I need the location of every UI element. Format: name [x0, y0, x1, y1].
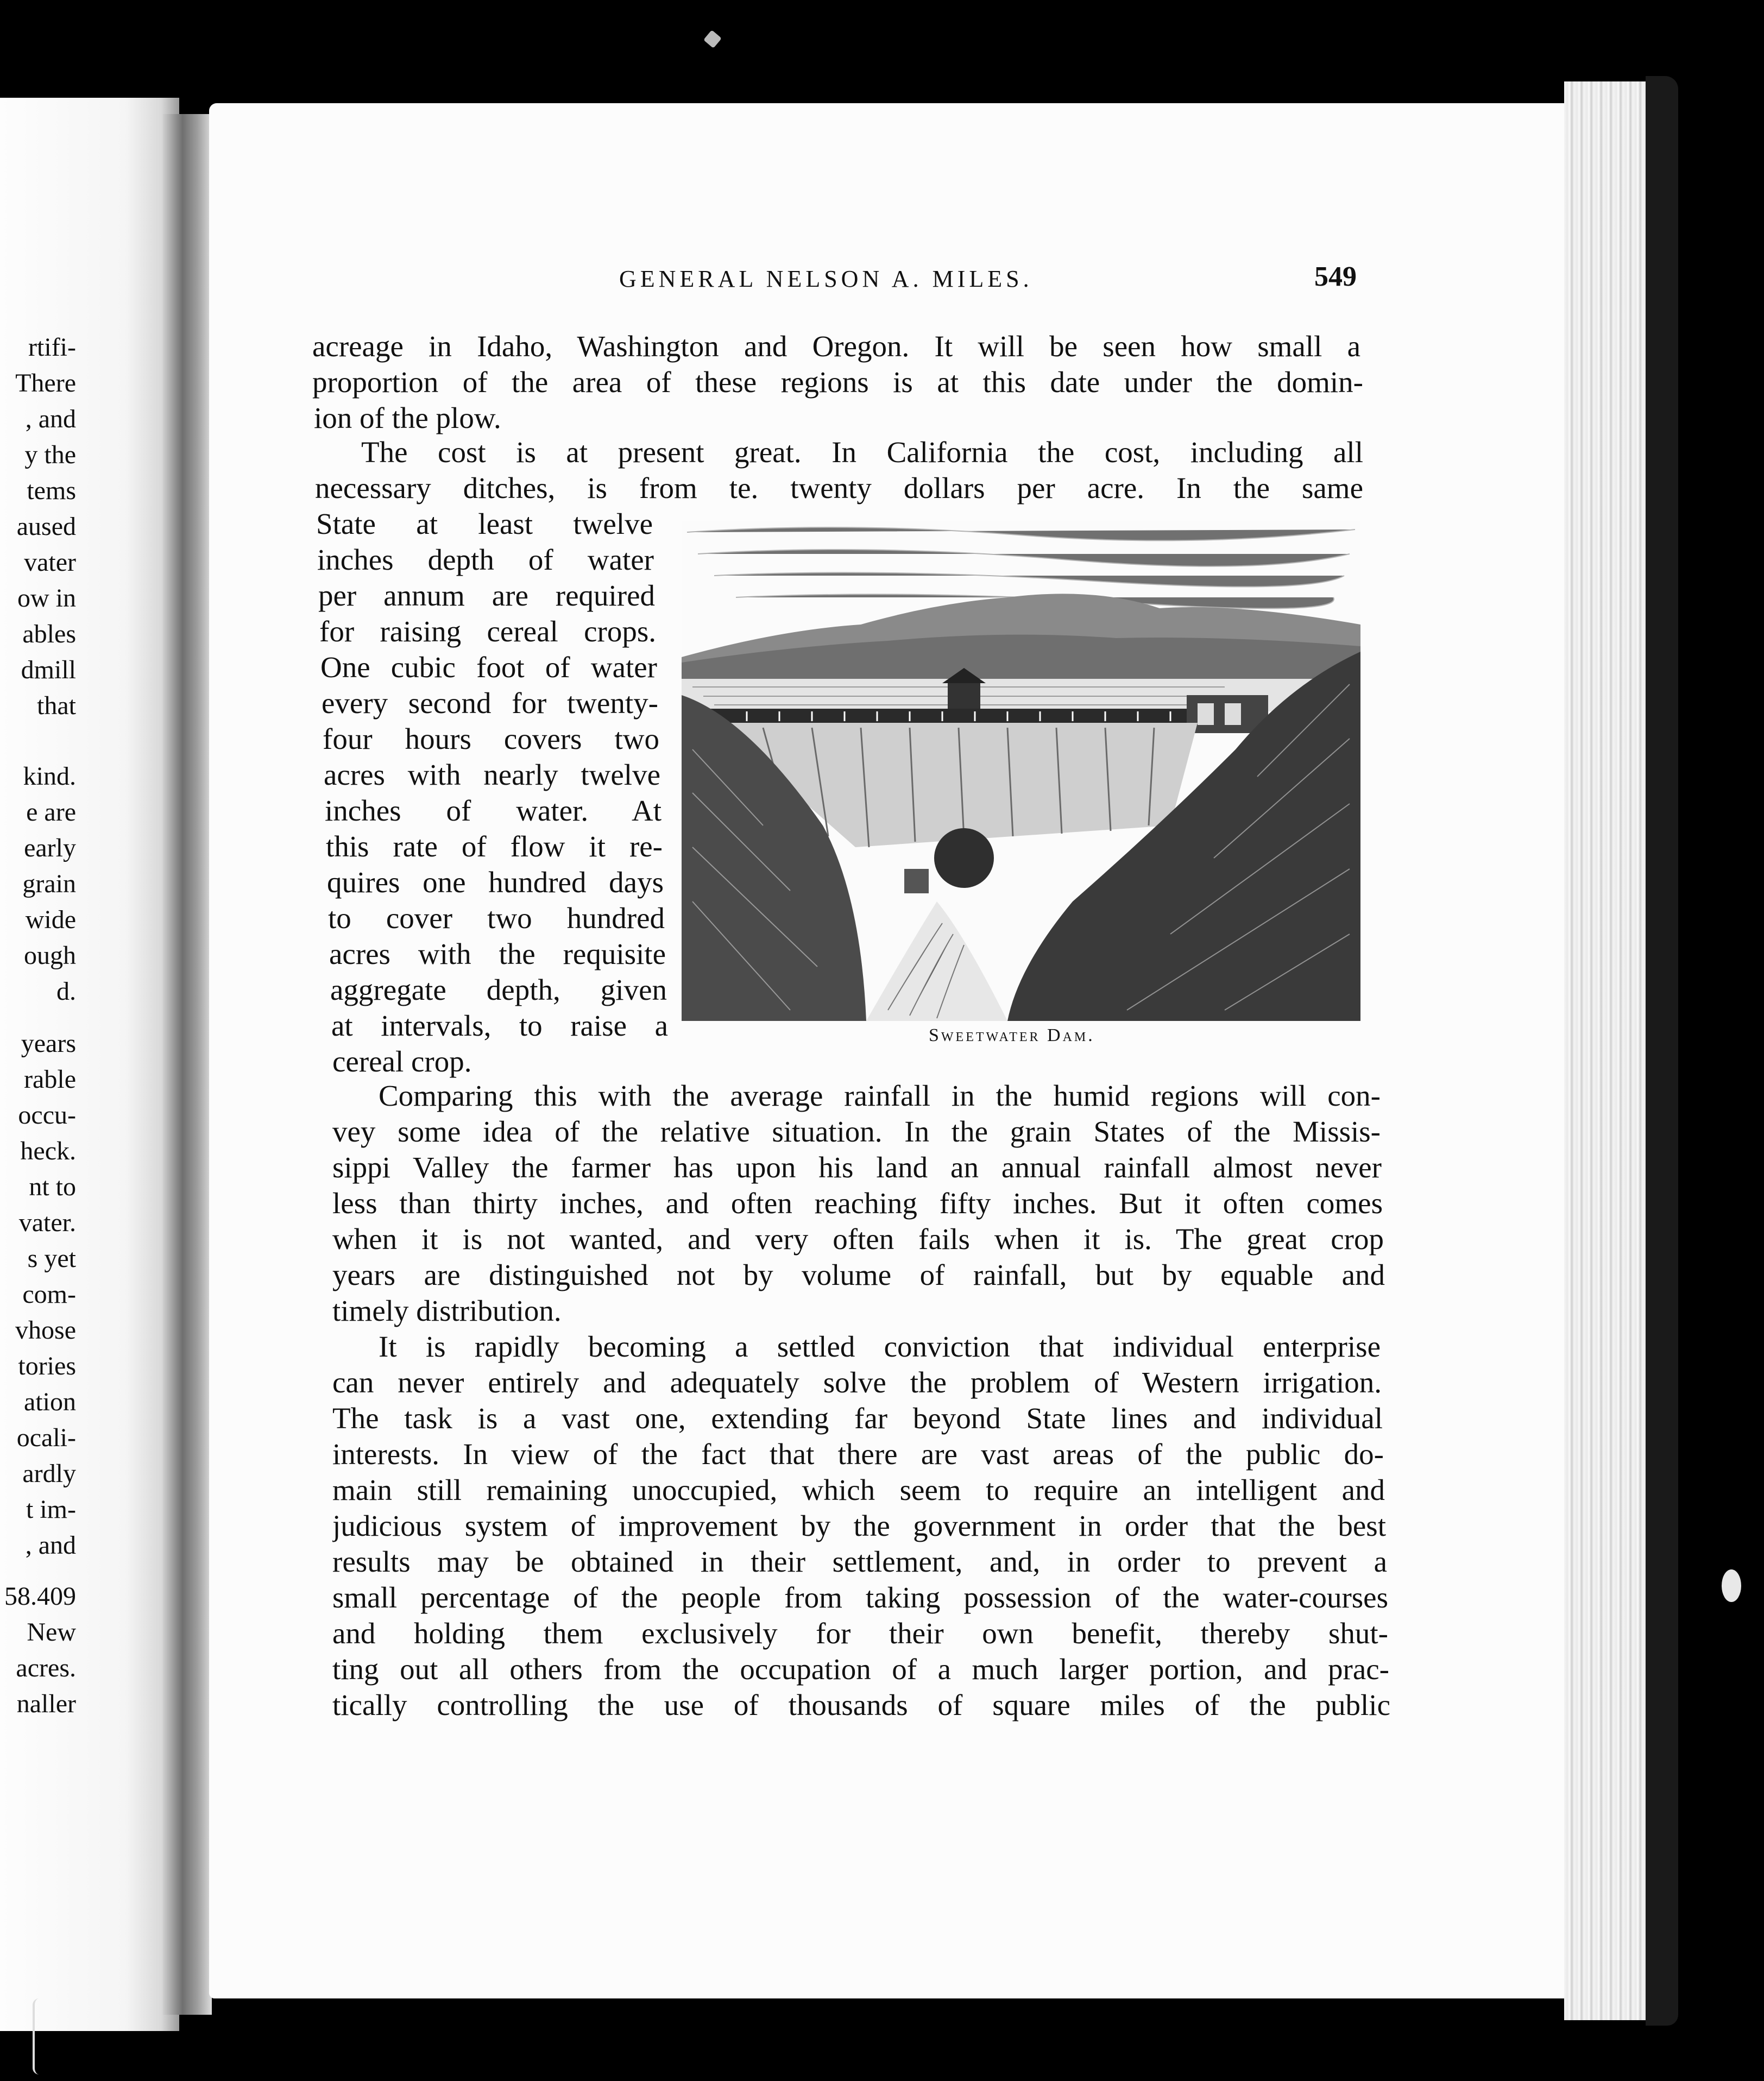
left-page-fragment: ough: [24, 941, 76, 970]
text-line: inches depth of water: [317, 543, 654, 576]
left-page-fragment: t im-: [26, 1495, 76, 1524]
left-page-fragment: ation: [24, 1388, 76, 1416]
text-line: One cubic foot of water: [320, 651, 657, 684]
left-page-fragment: ardly: [22, 1459, 76, 1488]
left-page-fragment: aused: [16, 512, 76, 541]
text-line: vey some idea of the relative situation. In the grain States of the Missis-: [332, 1115, 1381, 1148]
left-page-fragment: naller: [16, 1689, 76, 1718]
left-page-fragment: vhose: [15, 1316, 76, 1345]
left-page-fragment: vater: [24, 548, 76, 577]
book-gutter: [163, 114, 212, 2015]
scan-speck: [703, 30, 722, 48]
book-cover-edge: [1646, 76, 1678, 2026]
text-line: cereal crop.: [332, 1045, 472, 1078]
text-line: small percentage of the people from taking possession of the water-courses: [332, 1581, 1388, 1614]
text-line: ting out all others from the occupation of a much larger portion, and prac-: [332, 1653, 1389, 1686]
left-page-fragment: ables: [22, 620, 76, 648]
text-line: The task is a vast one, extending far beyond State lines and individual: [332, 1402, 1383, 1435]
sweetwater-dam-engraving: [682, 521, 1360, 1021]
text-line: results may be obtained in their settlement, and, in order to prevent a: [332, 1545, 1387, 1578]
text-line: sippi Valley the farmer has upon his land an annual rainfall almost never: [332, 1151, 1382, 1184]
scan-artifact: [1722, 1569, 1741, 1602]
text-line: quires one hundred days: [327, 866, 664, 899]
page-number: 549: [1314, 261, 1357, 292]
text-line: less than thirty inches, and often reaching fifty inches. But it often comes: [332, 1187, 1383, 1220]
text-line: main still remaining unoccupied, which seem to require an intelligent and: [332, 1473, 1385, 1506]
left-page-fragment: tems: [27, 476, 76, 505]
left-page-fragment: rable: [24, 1065, 76, 1094]
left-page-fragment: y the: [24, 440, 76, 469]
text-line: It is rapidly becoming a settled conviction that individual enterprise: [379, 1330, 1381, 1363]
text-line: for raising cereal crops.: [319, 615, 656, 648]
left-page-fragment: com-: [22, 1280, 76, 1309]
text-line: to cover two hundred: [328, 901, 665, 935]
left-page-fragment: kind.: [23, 762, 76, 791]
left-page-fragment: , and: [25, 405, 76, 433]
text-line: judicious system of improvement by the government in order that the best: [332, 1509, 1386, 1542]
left-page-fragment: that: [37, 691, 76, 720]
text-line: at intervals, to raise a: [331, 1009, 668, 1042]
text-line: acres with the requisite: [329, 937, 666, 970]
left-page-fragment: s yet: [27, 1244, 76, 1273]
left-page-fragment: tories: [18, 1352, 76, 1380]
text-line: Comparing this with the average rainfall in the humid regions will con-: [379, 1079, 1381, 1112]
text-line: interests. In view of the fact that there are vast areas of the public do-: [332, 1437, 1384, 1471]
left-page-fragment: ocali-: [16, 1423, 76, 1452]
text-line: aggregate depth, given: [330, 973, 667, 1006]
text-line: when it is not wanted, and very often fails when it is. The great crop: [332, 1222, 1384, 1256]
left-page-fragment: e are: [26, 798, 76, 827]
left-page-fragment: occu-: [18, 1101, 76, 1130]
text-line: The cost is at present great. In California the cost, including all: [361, 436, 1363, 469]
text-line: and holding them exclusively for their own benefit, thereby shut-: [332, 1617, 1388, 1650]
text-line: acres with nearly twelve: [324, 758, 660, 791]
figure-caption: Sweetwater Dam.: [929, 1025, 1095, 1045]
text-line: can never entirely and adequately solve the problem of Western irrigation.: [332, 1366, 1382, 1399]
left-page-fragment: early: [24, 834, 76, 862]
left-page-fragment: d.: [56, 977, 76, 1006]
left-page-fragment: There: [15, 369, 76, 398]
text-line: every second for twenty-: [322, 686, 658, 720]
left-page-fragment: dmill: [21, 655, 76, 684]
text-line: necessary ditches, is from te. twenty dollars per acre. In the same: [315, 471, 1363, 505]
left-page-fragment: 58.409: [4, 1582, 76, 1611]
text-line: inches of water. At: [325, 794, 662, 827]
text-line: proportion of the area of these regions is at this date under the domin-: [312, 365, 1363, 399]
left-page-fragment: New: [27, 1618, 76, 1647]
text-line: acreage in Idaho, Washington and Oregon. It will be seen how small a: [312, 330, 1360, 363]
text-line: per annum are required: [318, 579, 655, 612]
left-page-fragment: rtifi-: [28, 333, 76, 362]
text-line: this rate of flow it re-: [326, 830, 663, 863]
text-line: timely distribution.: [332, 1294, 562, 1327]
text-line: State at least twelve: [316, 507, 653, 540]
left-page-fragment: heck.: [20, 1137, 76, 1165]
running-head: GENERAL NELSON A. MILES.: [619, 266, 1033, 292]
scan-artifact: [33, 1998, 46, 2074]
left-page-fragment: nt to: [29, 1172, 76, 1201]
text-line: tically controlling the use of thousands of square miles of the public: [332, 1688, 1390, 1721]
left-page-fragment: vater.: [18, 1208, 76, 1237]
left-page-fragment: wide: [25, 905, 76, 934]
text-line: ion of the plow.: [314, 401, 501, 434]
left-page-fragment: years: [21, 1029, 76, 1058]
left-page-fragment: acres.: [16, 1654, 76, 1682]
text-line: four hours covers two: [323, 722, 659, 755]
left-page-fragment: ow in: [17, 584, 76, 613]
text-line: years are distinguished not by volume of rainfall, but by equable and: [332, 1258, 1385, 1291]
left-page-fragment: , and: [25, 1531, 76, 1560]
left-page-fragment: grain: [22, 869, 76, 898]
